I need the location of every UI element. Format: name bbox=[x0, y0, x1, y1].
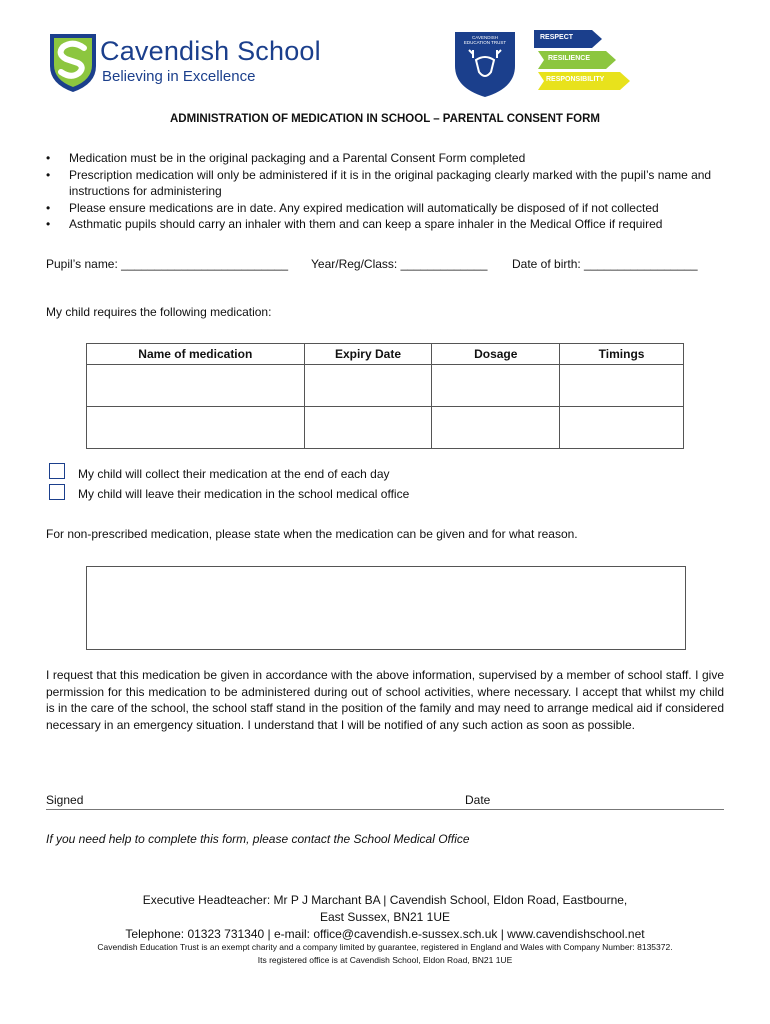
signature-row[interactable] bbox=[46, 793, 724, 810]
school-name: Cavendish School bbox=[100, 36, 321, 66]
school-crest-icon bbox=[48, 30, 98, 94]
bullet-text: Prescription medication will only be administered if it is in the original packaging clearly marked with the pupil’s name and instructions for administering bbox=[69, 167, 712, 198]
list-item: • Medication must be in the original packaging and a Parental Consent Form completed bbox=[46, 151, 526, 165]
form-title: ADMINISTRATION OF MEDICATION IN SCHOOL – PARENTAL CONSENT FORM bbox=[170, 113, 600, 125]
medication-table bbox=[86, 343, 684, 449]
footer-line: Telephone: 01323 731340 | e-mail: office@cavendish.e-sussex.sch.uk | www.cavendishschool.net bbox=[125, 927, 645, 941]
bullet-text: Please ensure medications are in date. Any expired medication will automatically be disposed of if not collected bbox=[69, 200, 659, 215]
footer-contact bbox=[0, 892, 770, 943]
column-header: Expiry Date bbox=[304, 344, 432, 365]
bullet-text: Medication must be in the original packaging and a Parental Consent Form completed bbox=[69, 151, 526, 165]
list-item: • Asthmatic pupils should carry an inhaler with them and can keep a spare inhaler in the Medical Office if required bbox=[46, 217, 663, 231]
trust-name: CAVENDISH EDUCATION TRUST bbox=[463, 35, 507, 45]
column-header: Timings bbox=[560, 344, 684, 365]
table-cell[interactable] bbox=[432, 407, 560, 449]
footer-line: East Sussex, BN21 1UE bbox=[319, 910, 451, 924]
table-cell[interactable] bbox=[304, 407, 432, 449]
leave-in-office-label: My child will leave their medication in the school medical office bbox=[78, 487, 410, 501]
value-respect: RESPECT bbox=[540, 34, 574, 41]
help-text: If you need help to complete this form, please contact the School Medical Office bbox=[46, 832, 470, 846]
value-responsibility: RESPONSIBILITY bbox=[546, 76, 605, 83]
footer-line: Its registered office is at Cavendish School, Eldon Road, BN21 1UE bbox=[257, 955, 513, 965]
non-prescribed-reason-box[interactable] bbox=[86, 566, 686, 650]
school-logo bbox=[48, 30, 348, 94]
school-tagline: Believing in Excellence bbox=[102, 68, 256, 85]
signed-label: Signed bbox=[46, 793, 84, 807]
collect-daily-label: My child will collect their medication at the end of each day bbox=[78, 467, 390, 481]
date-of-birth-field[interactable]: Date of birth: _________________ bbox=[512, 257, 698, 271]
list-item: • Prescription medication will only be administered if it is in the original packaging clearly marked with the pupil’s name and instructions for administering bbox=[46, 167, 712, 198]
table-row bbox=[87, 365, 684, 407]
values-banner bbox=[534, 30, 630, 92]
list-item: • Please ensure medications are in date. Any expired medication will automatically be disposed of if not collected bbox=[46, 200, 659, 215]
column-header: Name of medication bbox=[87, 344, 305, 365]
table-cell[interactable] bbox=[304, 365, 432, 407]
table-cell[interactable] bbox=[87, 407, 305, 449]
table-cell[interactable] bbox=[560, 365, 684, 407]
footer-line: Executive Headteacher: Mr P J Marchant BA | Cavendish School, Eldon Road, Eastbourne, bbox=[142, 893, 628, 907]
medication-intro: My child requires the following medication: bbox=[46, 305, 272, 319]
pupil-name-field[interactable]: Pupil’s name: _________________________ bbox=[46, 257, 288, 271]
trust-logo bbox=[452, 30, 518, 98]
table-row bbox=[87, 407, 684, 449]
collect-daily-checkbox[interactable] bbox=[49, 463, 65, 479]
year-class-field[interactable]: Year/Reg/Class: _____________ bbox=[311, 257, 488, 271]
value-resilience: RESILIENCE bbox=[548, 55, 591, 62]
column-header: Dosage bbox=[432, 344, 560, 365]
table-cell[interactable] bbox=[87, 365, 305, 407]
footer-line: Cavendish Education Trust is an exempt charity and a company limited by guarantee, registered in England and Wales with Company Number: 8135372. bbox=[97, 942, 673, 952]
bullet-text: Asthmatic pupils should carry an inhaler with them and can keep a spare inhaler in the Medical Office if required bbox=[69, 217, 663, 231]
leave-in-office-checkbox[interactable] bbox=[49, 484, 65, 500]
consent-paragraph: I request that this medication be given in accordance with the above information, supervised by a member of school staff. I give permission for this medication to be administered during out of school activities, where necessary. I accept that whilst my child is in the care of the school, the school staff stand in the position of the family and may need to arrange medical aid if considered necessary in an emergency situation. I understand that I will be notified of any such action as soon as possible. bbox=[46, 668, 724, 732]
non-prescribed-instruction: For non-prescribed medication, please state when the medication can be given and for what reason. bbox=[46, 527, 578, 541]
table-header-row bbox=[87, 344, 684, 365]
footer-legal bbox=[0, 941, 770, 967]
date-label: Date bbox=[465, 793, 491, 807]
table-cell[interactable] bbox=[560, 407, 684, 449]
table-cell[interactable] bbox=[432, 365, 560, 407]
instructions-list bbox=[46, 150, 736, 233]
